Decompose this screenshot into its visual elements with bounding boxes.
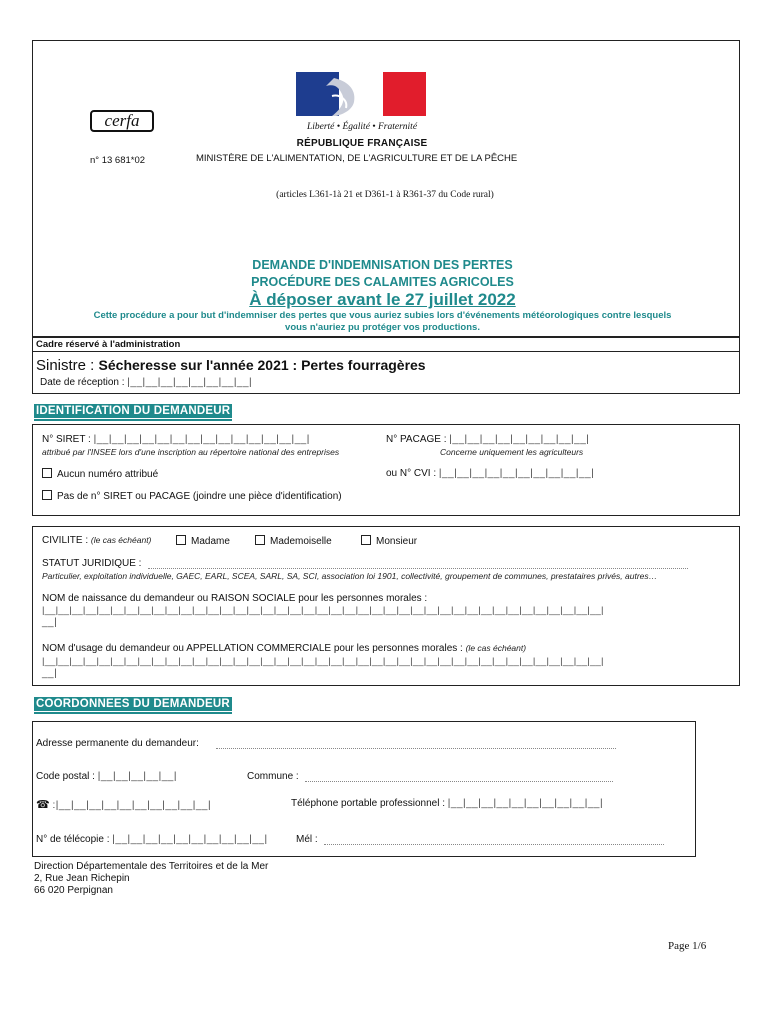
- no-siret-checkbox[interactable]: [42, 490, 52, 500]
- option-mademoiselle[interactable]: [255, 535, 332, 547]
- marianne-logo: [296, 72, 426, 116]
- nom-field[interactable]: |__|__|__|__|__|__|__|__|__|__|__|__|__|__|__|__|__|__|__|__|__|__|__|__|__|__|__|__|__|__|__|__|__|__|__|__|__|__|__|__|__|: [42, 605, 604, 616]
- page-number: Page 1/6: [668, 940, 707, 952]
- no-number-checkbox[interactable]: [42, 468, 52, 478]
- madame-checkbox[interactable]: [176, 535, 186, 545]
- cvi-field[interactable]: |__|__|__|__|__|__|__|__|__|__|: [438, 468, 595, 479]
- coordonnees-heading: COORDONNEES DU DEMANDEUR: [36, 698, 230, 710]
- form-number: n° 13 681*02: [90, 155, 146, 166]
- commune-field[interactable]: [305, 781, 613, 782]
- cp-row: [36, 771, 177, 782]
- cp-label: Code postal :: [36, 771, 95, 782]
- adresse-label: Adresse permanente du demandeur:: [36, 738, 199, 749]
- statut-field[interactable]: [148, 568, 688, 569]
- fax-field[interactable]: |__|__|__|__|__|__|__|__|__|__|: [112, 834, 268, 845]
- cp-field[interactable]: |__|__|__|__|__|: [97, 771, 177, 782]
- mel-label: Mél :: [296, 834, 318, 845]
- siret-field[interactable]: |__|__|__|__|__|__|__|__|__|__|__|__|__|__|: [93, 434, 310, 445]
- pacage-row: [386, 434, 589, 445]
- civilite-note: (le cas échéant): [90, 535, 152, 545]
- usage-row: [42, 643, 526, 654]
- footer-address-1: Direction Départementale des Territoires et de la Mer: [34, 861, 269, 872]
- date-label: Date de réception :: [40, 377, 125, 388]
- date-reception: [40, 377, 252, 388]
- articles: (articles L361-1à 21 et D361-1 à R361-37 du Code rural): [276, 190, 494, 200]
- siret-label: N° SIRET :: [42, 434, 91, 445]
- nom-field-cont[interactable]: __|: [42, 617, 58, 628]
- siret-note: attribué par l'INSEE lors d'une inscription au répertoire national des entreprises: [42, 447, 340, 457]
- french-flag-icon: [296, 72, 426, 116]
- civilite-label: CIVILITE :: [42, 535, 89, 546]
- cvi-row: [386, 468, 594, 479]
- title-line2: PROCÉDURE DES CALAMITES AGRICOLES: [251, 275, 514, 289]
- footer-address-3: 66 020 Perpignan: [34, 885, 113, 896]
- monsieur-checkbox[interactable]: [361, 535, 371, 545]
- no-siret-option[interactable]: [42, 490, 342, 502]
- footer-address-2: 2, Rue Jean Richepin: [34, 873, 130, 884]
- cerfa-logo-text: cerfa: [104, 111, 140, 130]
- no-number-option[interactable]: [42, 468, 158, 480]
- fax-label: N° de télécopie :: [36, 834, 110, 845]
- siret-row: [42, 434, 310, 445]
- title-line1: DEMANDE D'INDEMNISATION DES PERTES: [252, 258, 513, 272]
- republic-label: RÉPUBLIQUE FRANÇAISE: [296, 138, 428, 149]
- usage-field[interactable]: |__|__|__|__|__|__|__|__|__|__|__|__|__|__|__|__|__|__|__|__|__|__|__|__|__|__|__|__|__|__|__|__|__|__|__|__|__|__|__|__|__|: [42, 656, 604, 667]
- sinistre-value: Sécheresse sur l'année 2021 : Pertes fourragères: [98, 357, 426, 373]
- cvi-label: ou N° CVI :: [386, 468, 437, 479]
- no-number-label: Aucun numéro attribué: [57, 469, 159, 480]
- phone-row: [36, 798, 211, 811]
- cerfa-logo: [90, 110, 154, 132]
- deadline: À déposer avant le 27 juillet 2022: [249, 290, 516, 309]
- sinistre-prefix: Sinistre :: [36, 357, 95, 374]
- intro-line1: Cette procédure a pour but d'indemniser des pertes que vous auriez subies lors d'événements météorologiques contre lesquels: [93, 310, 672, 321]
- sinistre-line: [36, 357, 426, 374]
- monsieur-label: Monsieur: [376, 536, 418, 547]
- mademoiselle-checkbox[interactable]: [255, 535, 265, 545]
- statut-label: STATUT JURIDIQUE :: [42, 558, 142, 569]
- admin-label: Cadre réservé à l'administration: [36, 339, 181, 350]
- admin-label-rule: [32, 351, 740, 352]
- intro-line2: vous n'auriez pu protéger vos productions.: [285, 322, 480, 333]
- nom-label: NOM de naissance du demandeur ou RAISON SOCIALE pour les personnes morales :: [42, 593, 428, 604]
- mobile-field[interactable]: |__|__|__|__|__|__|__|__|__|__|: [447, 798, 604, 809]
- mobile-label: Téléphone portable professionnel :: [291, 798, 445, 809]
- statut-note: Particulier, exploitation individuelle, GAEC, EARL, SCEA, SARL, SA, SCI, association loi 1901, collectivité, groupement de communes, prestataires privés, autres…: [42, 571, 658, 581]
- identification-heading: IDENTIFICATION DU DEMANDEUR: [36, 405, 231, 417]
- mobile-row: [291, 798, 603, 809]
- madame-label: Madame: [191, 536, 230, 547]
- phone-field[interactable]: :|__|__|__|__|__|__|__|__|__|__|: [52, 800, 212, 811]
- option-monsieur[interactable]: [361, 535, 417, 547]
- usage-note: (le cas échéant): [465, 643, 527, 653]
- pacage-label: N° PACAGE :: [386, 434, 447, 445]
- mel-field[interactable]: [324, 844, 664, 845]
- civilite-row: [42, 535, 151, 546]
- mademoiselle-label: Mademoiselle: [270, 536, 332, 547]
- usage-field-cont[interactable]: __|: [42, 668, 58, 679]
- pacage-field[interactable]: |__|__|__|__|__|__|__|__|__|: [449, 434, 590, 445]
- ministry: MINISTÈRE DE L'ALIMENTATION, DE L'AGRICULTURE ET DE LA PÊCHE: [196, 153, 518, 164]
- option-madame[interactable]: [176, 535, 230, 547]
- motto: Liberté • Égalité • Fraternité: [306, 122, 418, 132]
- date-comb[interactable]: |__|__|__|__|__|__|__|__|: [127, 377, 253, 388]
- no-siret-label: Pas de n° SIRET ou PACAGE (joindre une pièce d'identification): [57, 491, 342, 502]
- pacage-note: Concerne uniquement les agriculteurs: [440, 447, 584, 457]
- adresse-field[interactable]: [216, 748, 616, 749]
- phone-icon: ☎: [36, 799, 50, 811]
- commune-label: Commune :: [247, 771, 299, 782]
- usage-label: NOM d'usage du demandeur ou APPELLATION COMMERCIALE pour les personnes morales :: [42, 643, 463, 654]
- fax-row: [36, 834, 268, 845]
